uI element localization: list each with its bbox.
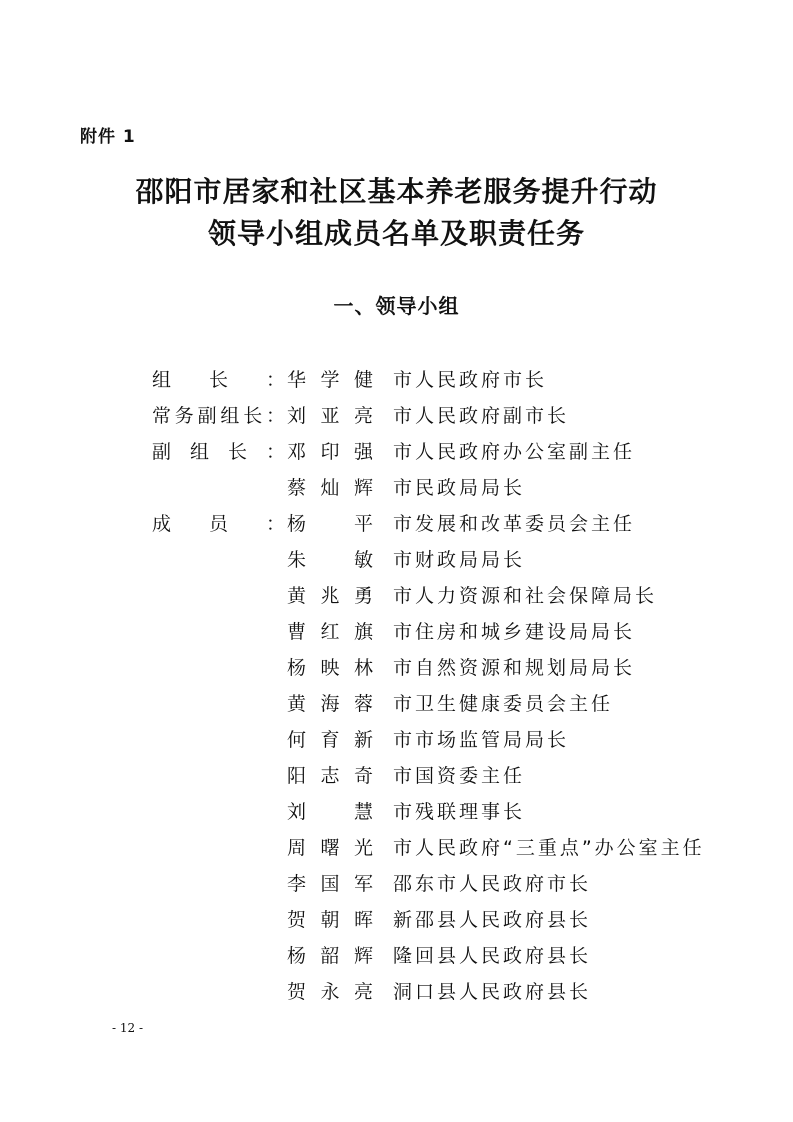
roster-name: 阳 志 奇 — [287, 765, 373, 787]
roster-name: 贺 永 亮 — [287, 981, 373, 1003]
roster-name: 黄 海 蓉 — [287, 693, 373, 715]
roster-position: 市人民政府办公室副主任 — [393, 441, 636, 463]
roster-row — [152, 398, 752, 434]
roster-role — [152, 902, 285, 938]
roster-row — [152, 866, 752, 902]
roster-position: 市人民政府市长 — [393, 369, 548, 391]
roster-row — [152, 434, 752, 470]
roster-position: 市人力资源和社会保障局长 — [393, 585, 658, 607]
roster-name: 曹 红 旗 — [287, 621, 373, 643]
roster-position: 市民政局局长 — [393, 477, 526, 499]
roster-role: 成 员 ： — [152, 513, 285, 535]
roster-position: 邵东市人民政府市长 — [393, 873, 592, 895]
roster-name: 刘 慧 — [287, 801, 373, 823]
roster-position: 市发展和改革委员会主任 — [393, 513, 636, 535]
roster-name: 杨 映 林 — [287, 657, 373, 679]
roster-row — [152, 506, 752, 542]
roster-row — [152, 794, 752, 830]
document-title-line-1: 邵阳市居家和社区基本养老服务提升行动 — [135, 175, 658, 208]
roster-position: 市人民政府“三重点”办公室主任 — [393, 837, 705, 859]
roster-name: 朱 敏 — [287, 549, 373, 571]
attachment-label: 附件 1 — [80, 127, 136, 147]
roster-position: 市卫生健康委员会主任 — [393, 693, 614, 715]
roster-row — [152, 650, 752, 686]
roster-name: 华 学 健 — [287, 369, 373, 391]
roster-role — [152, 686, 285, 722]
roster-name: 杨 平 — [287, 513, 373, 535]
roster-position: 市市场监管局局长 — [393, 729, 570, 751]
roster-position: 洞口县人民政府县长 — [393, 981, 592, 1003]
roster-position: 隆回县人民政府县长 — [393, 945, 592, 967]
roster-role — [152, 722, 285, 758]
roster-role — [152, 542, 285, 578]
page-number: - 12 - — [112, 1021, 144, 1035]
roster-row — [152, 902, 752, 938]
roster-position: 市残联理事长 — [393, 801, 526, 823]
roster-row — [152, 974, 752, 1010]
roster-role — [152, 830, 285, 866]
roster-name: 邓 印 强 — [287, 441, 373, 463]
roster-row — [152, 470, 752, 506]
roster-position: 市住房和城乡建设局局长 — [393, 621, 636, 643]
roster-row — [152, 614, 752, 650]
roster-name: 蔡 灿 辉 — [287, 477, 373, 499]
member-roster — [152, 362, 752, 1010]
roster-role — [152, 938, 285, 974]
document-title-line-2: 领导小组成员名单及职责任务 — [207, 217, 585, 250]
roster-position: 市国资委主任 — [393, 765, 526, 787]
roster-name: 刘 亚 亮 — [287, 405, 373, 427]
roster-name: 李 国 军 — [287, 873, 373, 895]
roster-role — [152, 470, 285, 506]
roster-name: 何 育 新 — [287, 729, 373, 751]
roster-row — [152, 542, 752, 578]
roster-role — [152, 614, 285, 650]
roster-name: 周 曙 光 — [287, 837, 373, 859]
roster-role — [152, 650, 285, 686]
roster-row — [152, 722, 752, 758]
roster-role — [152, 794, 285, 830]
roster-position: 新邵县人民政府县长 — [393, 909, 592, 931]
roster-role: 组 长 ： — [152, 369, 285, 391]
roster-role — [152, 578, 285, 614]
roster-name: 黄 兆 勇 — [287, 585, 373, 607]
roster-position: 市人民政府副市长 — [393, 405, 570, 427]
roster-role — [152, 974, 285, 1010]
roster-row — [152, 830, 752, 866]
roster-role: 副 组 长 ： — [152, 441, 285, 463]
roster-row — [152, 938, 752, 974]
roster-row — [152, 578, 752, 614]
roster-role: 常 务 副 组 长 ： — [152, 405, 285, 427]
section-heading: 一、领导小组 — [333, 294, 460, 318]
roster-role — [152, 866, 285, 902]
roster-name: 杨 韶 辉 — [287, 945, 373, 967]
roster-role — [152, 758, 285, 794]
roster-row — [152, 758, 752, 794]
roster-position: 市财政局局长 — [393, 549, 526, 571]
roster-name: 贺 朝 晖 — [287, 909, 373, 931]
roster-position: 市自然资源和规划局局长 — [393, 657, 636, 679]
roster-row — [152, 362, 752, 398]
roster-row — [152, 686, 752, 722]
